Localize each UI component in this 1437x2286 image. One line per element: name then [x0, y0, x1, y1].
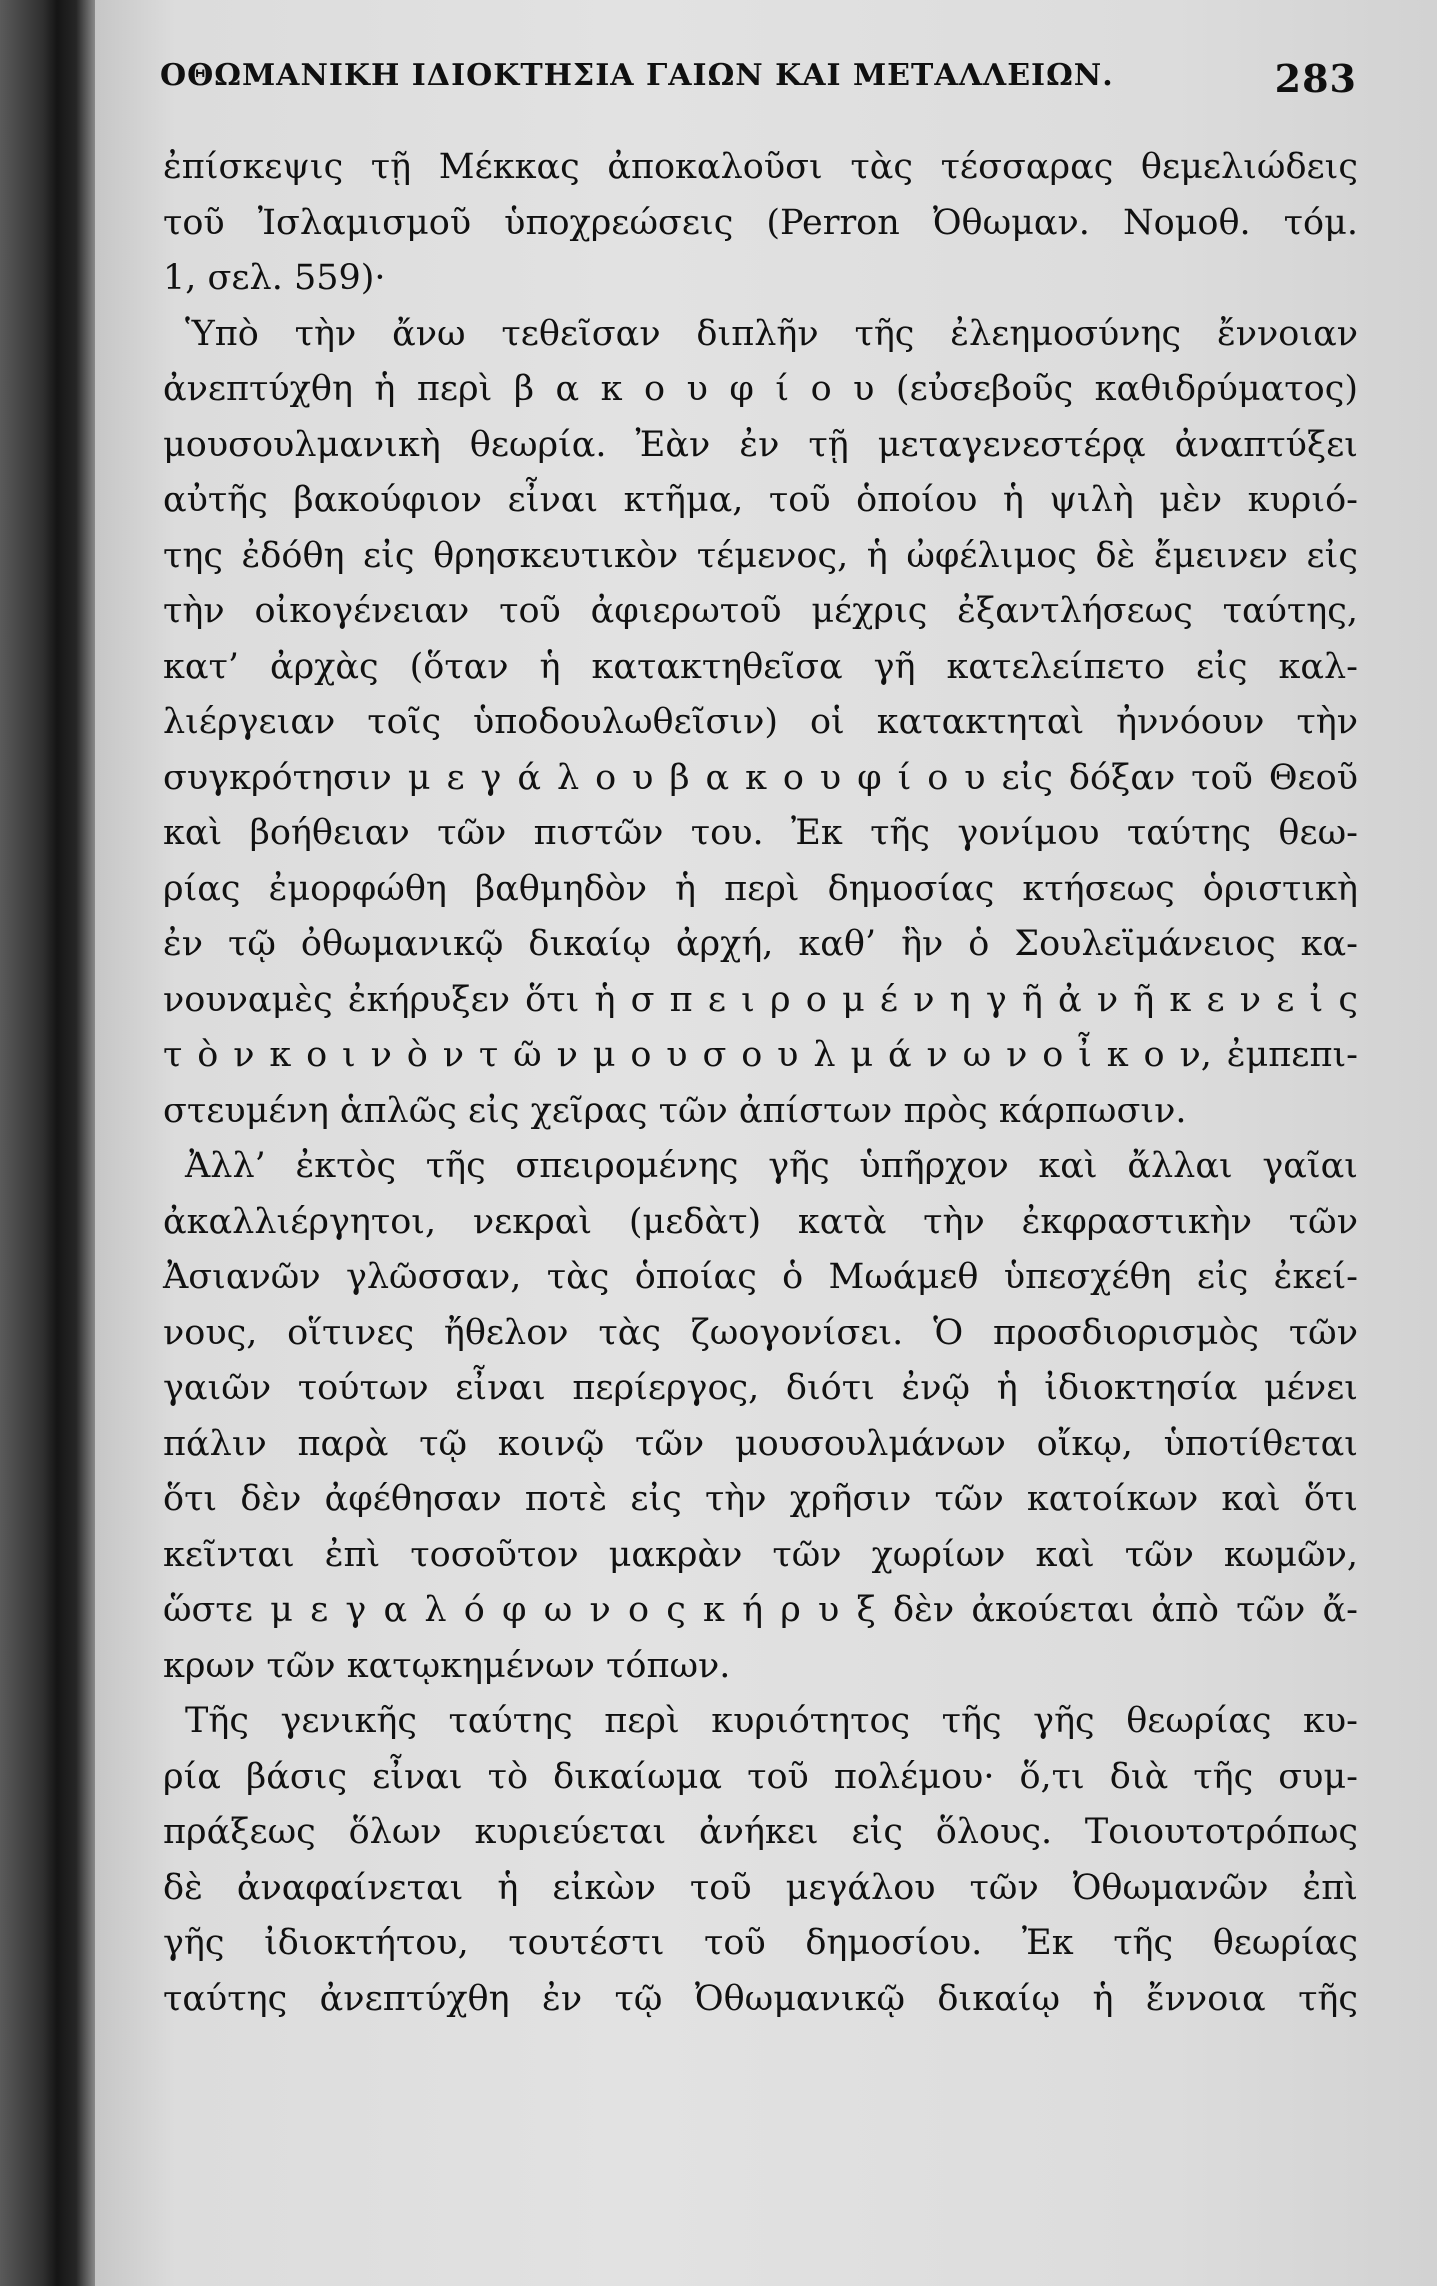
text-line: της ἐδόθη εἰς θρησκευτικὸν τέμενος, ἡ ὠφέλιμος δὲ ἔμεινεν εἰς [163, 535, 1358, 576]
book-gutter [0, 0, 95, 2286]
text-line: πράξεως ὅλων κυριεύεται ἀνήκει εἰς ὅλους. Τοιουτοτρόπως [163, 1812, 1358, 1852]
text-line: μουσουλμανικὴ θεωρία. Ἐὰν ἐν τῇ μεταγενεστέρᾳ ἀναπτύξει [163, 424, 1358, 465]
text-line: κατ’ ἀρχὰς (ὅταν ἡ κατακτηθεῖσα γῆ κατελείπετο εἰς καλ- [163, 646, 1358, 687]
text-line: στευμένη ἁπλῶς εἰς χεῖρας τῶν ἀπίστων πρὸς κάρπωσιν. [163, 1090, 1187, 1131]
text-line: τοῦ Ἰσλαμισμοῦ ὑποχρεώσεις (Perron Ὀθωμαν. Νομοθ. τόμ. [163, 202, 1358, 243]
text-line: ὅτι δὲν ἀφέθησαν ποτὲ εἰς τὴν χρῆσιν τῶν κατοίκων καὶ ὅτι [163, 1479, 1358, 1519]
text-line: Τῆς γενικῆς ταύτης περὶ κυριότητος τῆς γῆς θεωρίας κυ- [185, 1701, 1358, 1741]
text-line: ἐν τῷ ὀθωμανικῷ δικαίῳ ἀρχή, καθ’ ἣν ὁ Σουλεϊμάνειος κα- [163, 924, 1358, 964]
text-line: αὐτῆς βακούφιον εἶναι κτῆμα, τοῦ ὁποίου ἡ ψιλὴ μὲν κυριό- [163, 480, 1358, 520]
header-title: ΟΘΩΜΑΝΙΚΗ ΙΔΙΟΚΤΗΣΙΑ ΓΑΙΩΝ ΚΑΙ ΜΕΤΑΛΛΕΙΩΝ. [160, 58, 1114, 93]
text-line: Ἀλλ’ ἐκτὸς τῆς σπειρομένης γῆς ὑπῆρχον καὶ ἄλλαι γαῖαι [185, 1146, 1358, 1186]
text-line: 1, σελ. 559)· [163, 258, 386, 298]
text-line: ὥστε μ ε γ α λ ό φ ω ν ο ς κ ή ρ υ ξ δὲν ἀκούεται ἀπὸ τῶν ἄ- [163, 1590, 1358, 1630]
text-line: ρία βάσις εἶναι τὸ δικαίωμα τοῦ πολέμου· ὅ,τι διὰ τῆς συμ- [163, 1756, 1358, 1797]
text-line: νους, οἵτινες ἤθελον τὰς ζωογονίσει. Ὁ προσδιορισμὸς τῶν [163, 1312, 1358, 1353]
text-line: ρίας ἐμορφώθη βαθμηδὸν ἡ περὶ δημοσίας κτήσεως ὁριστικὴ [163, 868, 1358, 909]
text-line: λιέργειαν τοῖς ὑποδουλωθεῖσιν) οἱ κατακτηταὶ ἠννόουν τὴν [163, 702, 1358, 742]
text-line: Ἀσιανῶν γλῶσσαν, τὰς ὁποίας ὁ Μωάμεθ ὑπεσχέθη εἰς ἐκεί- [163, 1257, 1358, 1297]
text-line: κεῖνται ἐπὶ τοσοῦτον μακρὰν τῶν χωρίων καὶ τῶν κωμῶν, [163, 1534, 1358, 1575]
text-line: ἀνεπτύχθη ἡ περὶ β α κ ο υ φ ί ο υ (εὐσεβοῦς καθιδρύματος) [163, 369, 1358, 409]
running-header [160, 56, 1360, 101]
text-line: δὲ ἀναφαίνεται ἡ εἰκὼν τοῦ μεγάλου τῶν Ὀθωμανῶν ἐπὶ [163, 1867, 1358, 1908]
text-line: νουναμὲς ἐκήρυξεν ὅτι ἡ σ π ε ι ρ ο μ έ ν η γ ῆ ἀ ν ῆ κ ε ν ε ἰ ς [163, 979, 1358, 1020]
text-line: Ὑπὸ τὴν ἄνω τεθεῖσαν διπλῆν τῆς ἐλεημοσύνης ἔννοιαν [185, 313, 1358, 354]
text-line: τ ὸ ν κ ο ι ν ὸ ν τ ῶ ν μ ο υ σ ο υ λ μ ά ν ω ν ο ἶ κ ο ν, ἐμπεπι- [163, 1035, 1358, 1075]
page-number: 283 [1274, 56, 1357, 101]
text-line: τὴν οἰκογένειαν τοῦ ἀφιερωτοῦ μέχρις ἐξαντλήσεως ταύτης, [163, 591, 1358, 631]
text-line: ταύτης ἀνεπτύχθη ἐν τῷ Ὀθωμανικῷ δικαίῳ ἡ ἔννοια τῆς [163, 1978, 1358, 2019]
text-line: ἀκαλλιέργητοι, νεκραὶ (μεδὰτ) κατὰ τὴν ἐκφραστικὴν τῶν [163, 1201, 1358, 1242]
text-line: γαιῶν τούτων εἶναι περίεργος, διότι ἐνῷ ἡ ἰδιοκτησία μένει [163, 1368, 1358, 1408]
text-line: κρων τῶν κατῳκημένων τόπων. [163, 1645, 731, 1686]
text-line: συγκρότησιν μ ε γ ά λ ο υ β α κ ο υ φ ί ο υ εἰς δόξαν τοῦ Θεοῦ [163, 757, 1358, 798]
text-line: γῆς ἰδιοκτήτου, τουτέστι τοῦ δημοσίου. Ἐκ τῆς θεωρίας [163, 1923, 1358, 1963]
text-line: ἐπίσκεψις τῇ Μέκκας ἀποκαλοῦσι τὰς τέσσαρας θεμελιώδεις [163, 147, 1358, 187]
text-line: καὶ βοήθειαν τῶν πιστῶν του. Ἐκ τῆς γονίμου ταύτης θεω- [163, 813, 1358, 853]
text-line: πάλιν παρὰ τῷ κοινῷ τῶν μουσουλμάνων οἴκῳ, ὑποτίθεται [163, 1423, 1358, 1464]
body-text [163, 140, 1358, 2027]
